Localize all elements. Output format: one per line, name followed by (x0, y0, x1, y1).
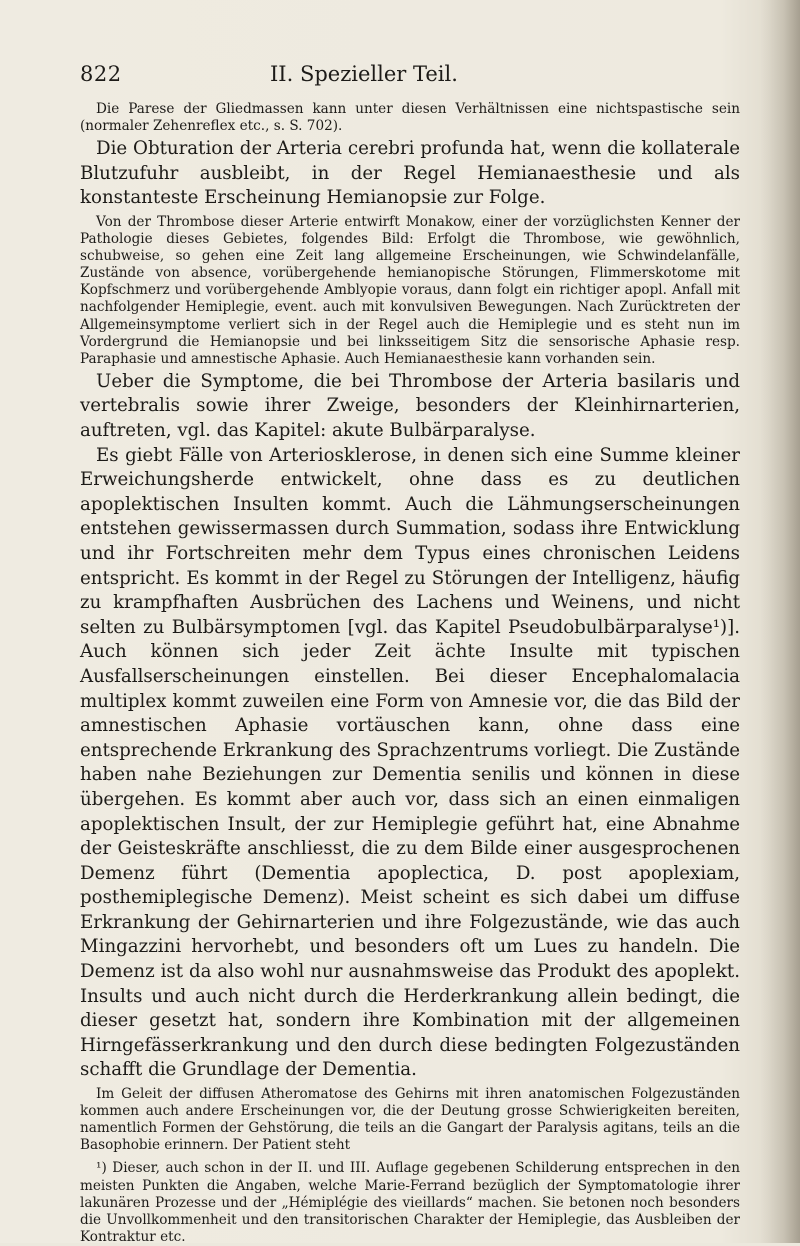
footnote: ¹) Dieser, auch schon in der II. und III. Auflage gegebenen Schilderung entsprechen in den meisten Punkten die Angaben, welche Marie-Ferrand bezüglich der Symptomatologie ihrer lakunären Prozesse und der „Hémiplégie des vieillards“ machen. Sie betonen noch besonders die Unvollkommenheit und den transitorischen Charakter der Hemiplegie, das Ausbleiben der Kontraktur etc. (80, 1160, 740, 1246)
paragraph-basilaris: Ueber die Symptome, die bei Thrombose der Arteria basilaris und vertebralis sowie ihrer Zweige, besonders der Kleinhirnarterien, auftreten, vgl. das Kapitel: akute Bulbärparalyse. (80, 370, 740, 441)
paragraph-atheromatose: Im Geleit der diffusen Atheromatose des Gehirns mit ihren anatomischen Folgezuständen kommen auch andere Erscheinungen vor, die der Deutung grosse Schwierigkeiten bereiten, namentlich Formen der Gehstörung, die teils an die Gangart der Paralysis agitans, teils an die Basophobie erinnern. Der Patient steht (80, 1086, 740, 1154)
page-number: 822 (80, 62, 122, 86)
running-head: II. Spezieller Teil. (270, 62, 458, 86)
paragraph-parese: Die Parese der Gliedmassen kann unter diesen Verhältnissen eine nichtspastische sein (normaler Zehenreflex etc., s. S. 702). (80, 101, 740, 135)
page-header (80, 62, 740, 92)
paragraph-obturation: Die Obturation der Arteria cerebri profunda hat, wenn die kollaterale Blutzufuhr ausbleibt, in der Regel Hemianaesthesie und als konstanteste Erscheinung Hemianopsie zur Folge. (80, 138, 740, 209)
page-edge-shadow (760, 0, 800, 1243)
paragraph-arteriosklerose: Es giebt Fälle von Arteriosklerose, in denen sich eine Summe kleiner Erweichungsherde entwickelt, ohne dass es zu deutlichen apoplektischen Insulten kommt. Auch die Lähmungserscheinungen entstehen gewissermassen durch Summation, sodass ihre Entwicklung und ihr Fortschreiten mehr dem Typus eines chronischen Leidens entspricht. Es kommt in der Regel zu Störungen der Intelligenz, häufig zu krampfhaften Ausbrüchen des Lachens und Weinens, und nicht selten zu Bulbärsymptomen [vgl. das Kapitel Pseudobulbärparalyse¹)]. Auch können sich jeder Zeit ächte Insulte mit typischen Ausfallserscheinungen einstellen. Bei dieser Encephalomalacia multiplex kommt zuweilen eine Form von Amnesie vor, die das Bild der amnestischen Aphasie vortäuschen kann, ohne dass eine entsprechende Erkrankung des Sprachzentrums vorliegt. Die Zustände haben nahe Beziehungen zur Dementia senilis und können in diese übergehen. Es kommt aber auch vor, dass sich an einen einmaligen apoplektischen Insult, der zur Hemiplegie geführt hat, eine Abnahme der Geisteskräfte anschliesst, die zu dem Bilde einer ausgesprochenen Demenz führt (Dementia apoplectica, D. post apoplexiam, posthemiplegische Demenz). Meist scheint es sich dabei um diffuse Erkrankung der Gehirnarterien und ihre Folgezustände, wie das auch Mingazzini hervorhebt, und besonders oft um Lues zu handeln. Die Demenz ist da also wohl nur ausnahmsweise das Produkt des apoplekt. Insults und auch nicht durch die Herderkrankung allein bedingt, die dieser gesetzt hat, sondern ihre Kombination mit der allgemeinen Hirngefässerkrankung und den durch diese bedingten Folgezuständen schafft die Grundlage der Dementia. (80, 444, 740, 1081)
paragraph-monakow: Von der Thrombose dieser Arterie entwirft Monakow, einer der vorzüglichsten Kenner der Pathologie dieses Gebietes, folgendes Bild: Erfolgt die Thrombose, wie gewöhnlich, schubweise, so gehen eine Zeit lang allgemeine Erscheinungen, wie Schwindelanfälle, Zustände von absence, vorübergehende hemianopische Störungen, Flimmerskotome mit Kopfschmerz und vorübergehende Amblyopie voraus, dann folgt ein richtiger apopl. Anfall mit nachfolgender Hemiplegie, event. auch mit konvulsiven Bewegungen. Nach Zurücktreten der Allgemeinsymptome verliert sich in der Regel auch die Hemiplegie und es steht nun im Vordergrund die Hemianopsie und bei linksseitigem Sitz die sensorische Aphasie resp. Paraphasie und amnestische Aphasie. Auch Hemianaesthesie kann vorhanden sein. (80, 213, 740, 367)
page-body (80, 101, 740, 1246)
